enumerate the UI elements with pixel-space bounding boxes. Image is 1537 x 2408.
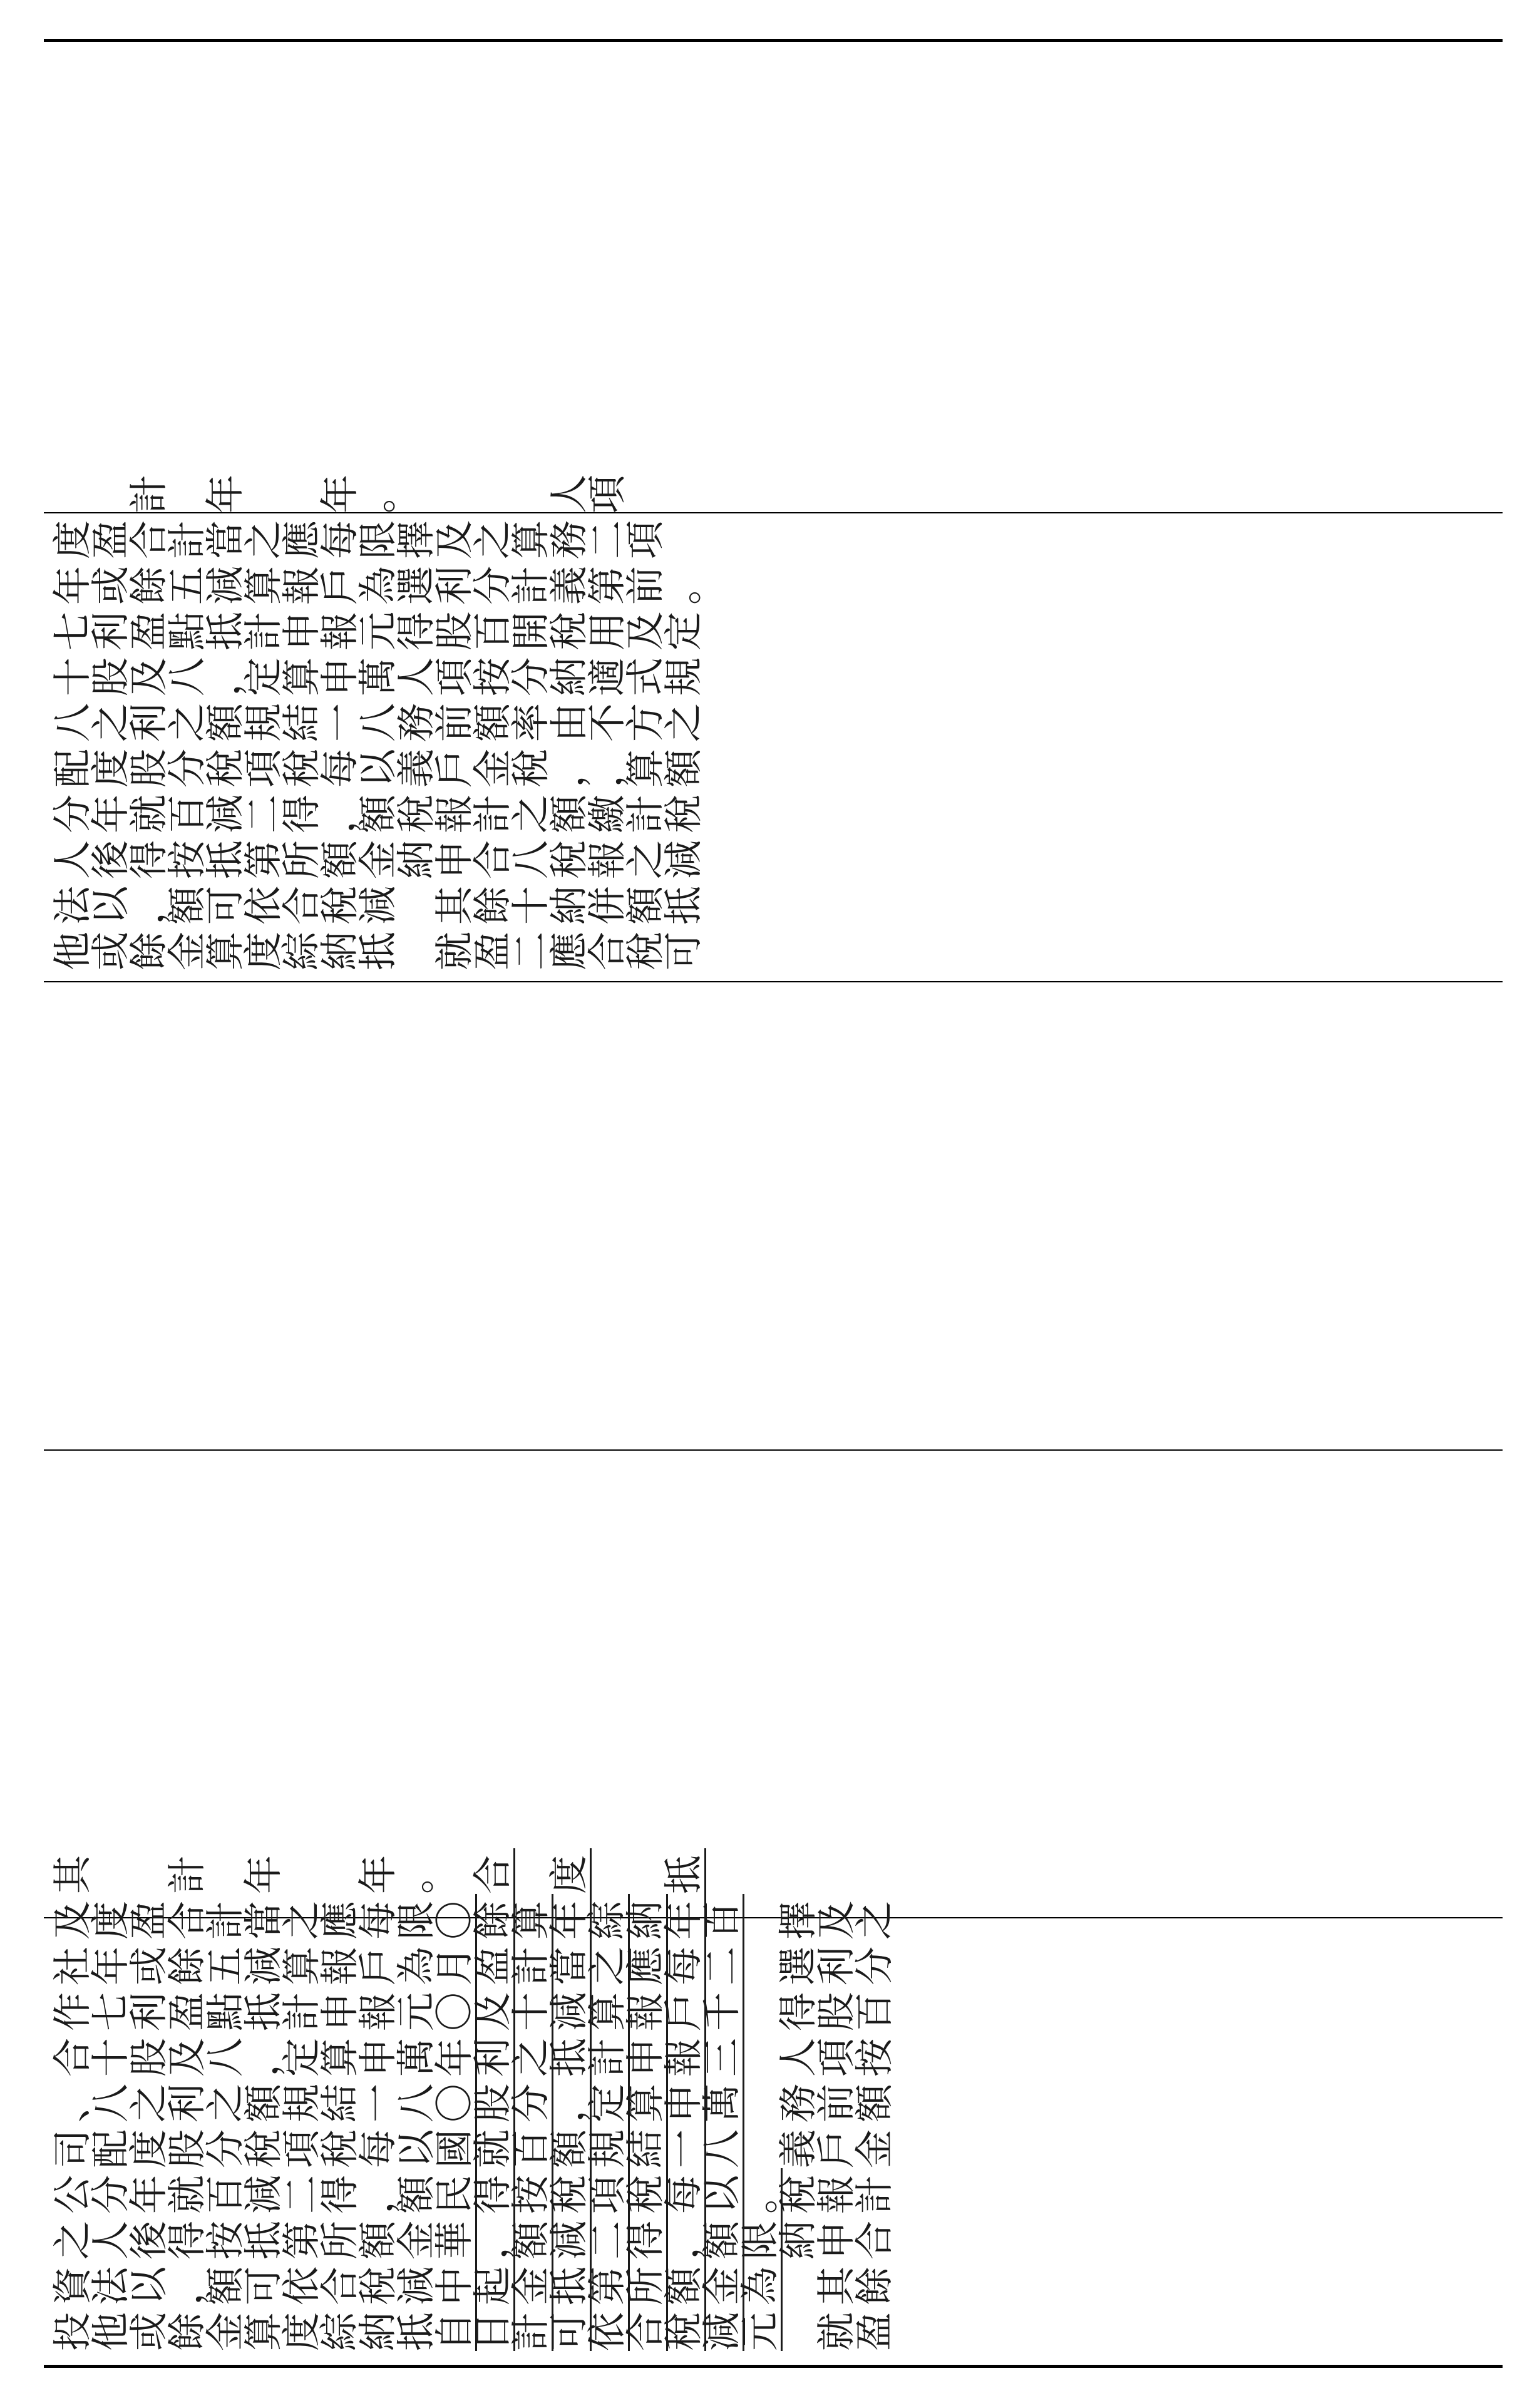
text-column: 他法人分配八十七年度 xyxy=(49,513,95,970)
text-column: 元為限。 xyxy=(737,2168,783,2351)
text-column: 金額按百分之八點五計 xyxy=(202,1893,248,2351)
text-column: 合所得稅結算申報應納 xyxy=(622,1893,668,2351)
text-column: 計金額按百分之十計算 xyxy=(508,1893,553,2351)
text-column: 餘，得就股利及盈餘合計 xyxy=(164,1848,210,2351)
text-column: 稅額之計算方式及前項 xyxy=(622,513,668,970)
text-column: 應納稅額，由納稅義務人 xyxy=(546,467,592,970)
text-column: 抵減金額以八萬元為限。 xyxy=(355,467,401,970)
text-column: 納稅義務人得選擇 xyxy=(393,513,439,970)
bottom-rule xyxy=(44,2365,1503,2368)
text-panel-lower xyxy=(49,1848,1503,2360)
text-panel-upper xyxy=(49,467,1503,977)
text-column: 依第二項規定計算之綜 xyxy=(584,1893,630,2351)
text-column: 納稅義務人得選擇 xyxy=(775,1893,821,2351)
text-column: 盈餘合計金額按百分之 xyxy=(470,513,515,970)
text-column: 投資之公司、合作社及其 xyxy=(49,1848,95,2351)
text-column: 抵減金額以八萬元為限。 xyxy=(393,1848,439,2351)
text-column: 或以後年度之股利或盈 xyxy=(88,513,133,970)
text-column: 度依第二項規定計算之 xyxy=(279,1893,324,2351)
text-column: 納稅額，每一申報戶每年 xyxy=(355,1848,401,2351)
section-rule-2 xyxy=(44,981,1503,982)
text-column: 就其申報戶前項股利及 xyxy=(813,1893,859,2351)
text-column: 盈餘合計金額按百分之 xyxy=(851,1893,897,2351)
text-column: 度依第二項規定計算之 xyxy=(240,513,286,970)
text-column: 日起，得就股利及盈餘合 xyxy=(470,1848,515,2351)
text-column: 或以後年度之股利或盈 xyxy=(126,1893,172,2351)
section-rule-3 xyxy=(44,1449,1503,1451)
text-column: 綜合所得稅結算申報應 xyxy=(317,1893,362,2351)
text-column: 就其申報戶前項股利及 xyxy=(431,513,477,970)
text-column: 合併報繳，不適用第二項 xyxy=(584,467,630,970)
text-column: 納稅額，每一申報戶每年 xyxy=(317,467,362,970)
text-column: 二十八之稅率分開計算 xyxy=(508,513,553,970)
text-column: 算可抵減稅額，抵減當年 xyxy=(240,1848,286,2351)
text-column: 金額按百分之八點五計 xyxy=(164,513,210,970)
text-column: 減金額以八萬三千二百 xyxy=(699,1893,744,2351)
text-column: 自中華民國〇年〇月〇 xyxy=(431,1893,477,2351)
text-column: 可抵減稅額之規定。 xyxy=(661,558,706,970)
text-column: 綜合所得稅結算申報應 xyxy=(279,513,324,970)
text-column: 稅額，每一申報戶每年抵 xyxy=(661,1848,706,2351)
text-column: 算可抵減稅額，抵減當年 xyxy=(202,467,248,970)
top-rule xyxy=(44,39,1503,42)
text-column: 他法人分配八十七年度 xyxy=(88,1893,133,2351)
text-column: 餘，得就股利及盈餘合計 xyxy=(126,467,172,970)
text-column: 可抵減稅額，抵減當年度 xyxy=(546,1848,592,2351)
